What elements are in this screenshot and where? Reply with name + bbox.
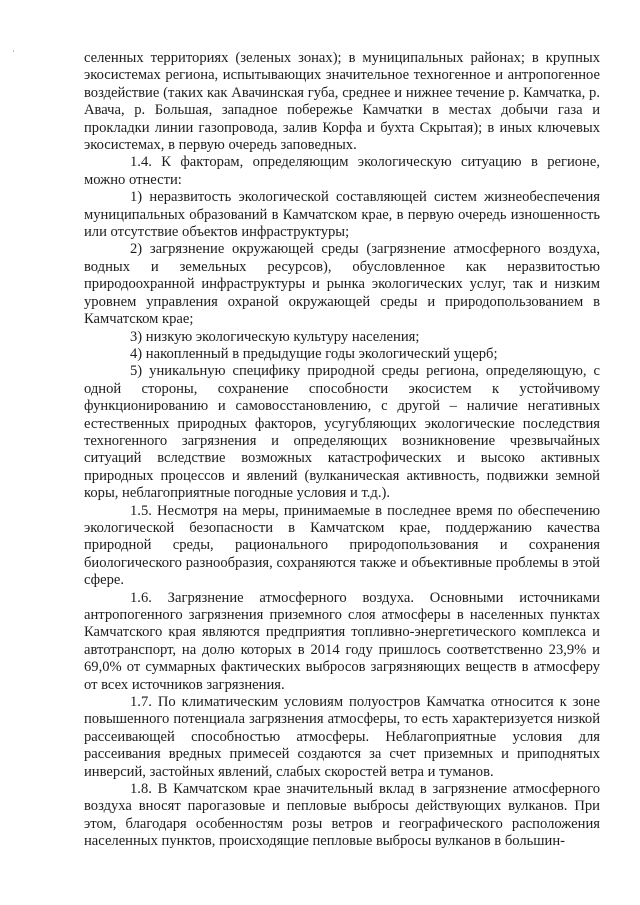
paragraph-1-6: 1.6. Загрязнение атмосферного воздуха. Основными источниками антропогенного загрязнения приземного слоя атмосферы в населенных пунктах Камчатского края являются предприятия топливно-энергетического комплекса и автотранспорт, на долю которых в 2014 году пришлось соответственно 23,9% и 69,0% от суммарных фактических выбросов загрязняющих веществ в атмосферу от всех источников загрязнения. — [84, 589, 600, 693]
paragraph-1-8: 1.8. В Камчатском крае значительный вклад в загрязнение атмосферного воздуха вносят парогазовые и пепловые выбросы действующих вулканов. При этом, благодаря особенностям розы ветров и географического расположения населенных пунктов, происходящие пепловые выбросы вулканов в большин- — [84, 781, 600, 850]
list-item-4: 4) накопленный в предыдущие годы экологический ущерб; — [130, 345, 498, 362]
list-item-3: 3) низкую экологическую культуру населения; — [130, 328, 420, 345]
paragraph-1-4: 1.4. К факторам, определяющим экологическую ситуацию в регионе, можно отнести: — [84, 154, 600, 188]
paragraph-1-5: 1.5. Несмотря на меры, принимаемые в последнее время по обеспечению экологической безопасности в Камчатском крае, поддержанию качества природной среды, рационального природопользования и сохранения биологического разнообразия, сохраняются также и объективные проблемы в этой сфере. — [84, 502, 600, 589]
list-item-5: 5) уникальную специфику природной среды региона, определяющую, с одной стороны, сохранение способности экосистем к устойчивому функционированию и самовосстановлению, с другой – наличие негативных естественных природных факторов, усугубляющих экологические последствия техногенного загрязнения и определяющих возникновение чрезвычайных ситуаций вследствие возможных катастрофических и высоко активных природных процессов и явлений (вулканическая активность, подвижки земной коры, неблагоприятные погодные условия и т.д.). — [84, 363, 600, 502]
paragraph-continuation: селенных территориях (зеленых зонах); в муниципальных районах; в крупных экосистемах региона, испытывающих значительное техногенное и антропогенное воздействие (таких как Авачинская губа, среднее и нижнее течение р. Камчатка, р. Авача, р. Большая, западное побережье Камчатки в местах добычи газа и прокладки линии газопровода, залив Корфа и бухта Скрытая); в иных ключевых экосистемах, в первую очередь заповедных. — [84, 50, 600, 154]
list-item-1: 1) неразвитость экологической составляющей систем жизнеобеспечения муниципальных образований в Камчатском крае, в первую очередь изношенность или отсутствие объектов инфраструктуры; — [84, 189, 600, 241]
paragraph-1-7: 1.7. По климатическим условиям полуостров Камчатка относится к зоне повышенного потенциала загрязнения атмосферы, то есть характеризуется низкой рассеивающей способностью атмосферы. Неблагоприятные условия для рассеивания вредных примесей создаются за счет приземных и приподнятых инверсий, застойных явлений, слабых скоростей ветра и туманов. — [84, 694, 600, 780]
margin-mark: · — [12, 46, 15, 56]
list-item-2: 2) загрязнение окружающей среды (загрязнение атмосферного воздуха, водных и земельных ресурсов), обусловленное как неразвитостью природоохранной инфраструктуры и рынка экологических услуг, так и низким уровнем управления охраной окружающей среды и природопользованием в Камчатском крае; — [84, 241, 600, 328]
